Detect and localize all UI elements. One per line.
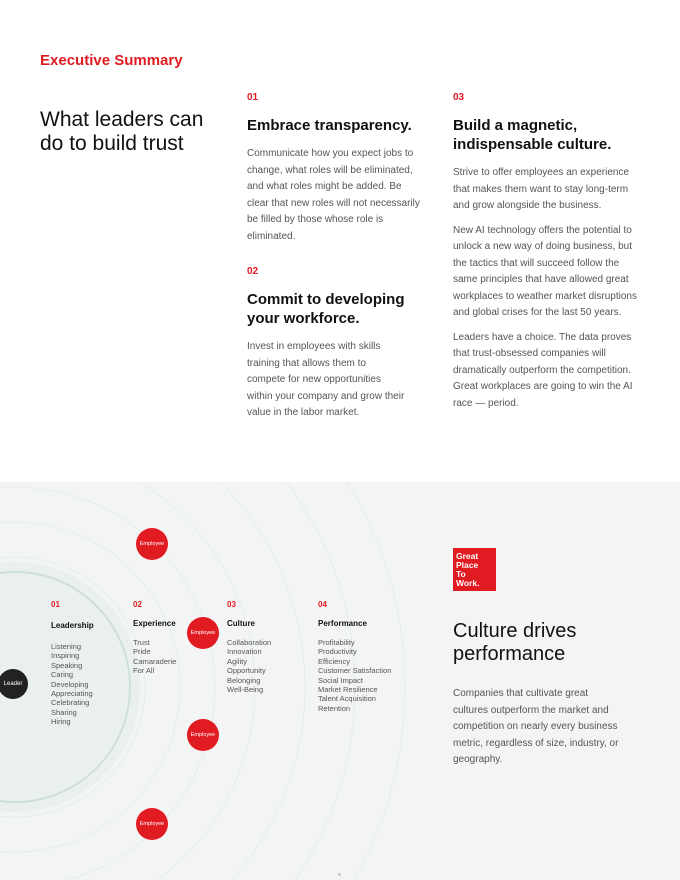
list-item: Caring: [51, 670, 74, 680]
logo-line: Great: [456, 551, 479, 561]
column-list: [318, 638, 428, 713]
list-item: Speaking: [51, 660, 83, 670]
employee-node: Employee: [187, 617, 219, 649]
item-number: 01: [247, 92, 259, 103]
item-paragraph: Strive to offer employees an experience that makes them want to stay long-term and grow alongside the business.: [453, 167, 630, 211]
item-body: [247, 146, 425, 245]
employee-node: Employee: [136, 808, 168, 840]
list-item: Innovation: [227, 647, 262, 657]
list-item: For All: [133, 666, 155, 676]
culture-body: Companies that cultivate great cultures outperform the market and competition on nearly every business metric, regardless of size, industry, or geography.: [453, 688, 619, 765]
page-indicator-dot: [338, 873, 341, 876]
item-01: [247, 92, 425, 253]
employee-node: Employee: [136, 528, 168, 560]
diagram-column-leadership: [51, 600, 121, 727]
list-item: Retention: [318, 703, 351, 713]
item-02: [247, 266, 425, 430]
diagram-column-culture: [227, 600, 307, 694]
item-body: [247, 339, 407, 422]
list-item: Camaraderie: [133, 656, 177, 666]
leader-node: Leader: [0, 669, 28, 699]
item-paragraph: Leaders have a choice. The data proves that trust-obsessed companies will dramatically outperform the competition. Great workplaces are going to win the AI race — period.: [453, 331, 633, 409]
column-number: 03: [227, 600, 236, 609]
column-number: 04: [318, 600, 327, 609]
list-item: Customer Satisfaction: [318, 666, 392, 676]
list-item: Agility: [227, 656, 248, 666]
column-list: [133, 638, 203, 676]
list-item: Collaboration: [227, 638, 272, 647]
logo-line: Place: [456, 560, 479, 570]
employee-node: Employee: [187, 719, 219, 751]
list-item: Productivity: [318, 647, 357, 657]
column-list: [227, 638, 307, 694]
list-item: Pride: [133, 647, 151, 657]
logo-line: Work.: [456, 578, 480, 588]
item-title: Commit to developing your workforce.: [247, 291, 405, 327]
list-item: Listening: [51, 642, 82, 651]
column-title: Performance: [318, 619, 367, 628]
list-item: Market Resilience: [318, 685, 378, 695]
item-paragraph: New AI technology offers the potential to unlock a new way of doing business, but the tactics that will succeed follow the same principles that have allowed great workplaces to weather market disruptions and global crises for the last 50 years.: [453, 224, 637, 318]
diagram-column-experience: [133, 600, 203, 676]
list-item: Inspiring: [51, 651, 80, 661]
item-paragraph: Communicate how you expect jobs to change, what roles will be eliminated, and what roles might be added. Be clear that new roles will not necessarily be filled by those whose role is eliminated.: [247, 148, 420, 242]
list-item: Opportunity: [227, 666, 266, 676]
list-item: Belonging: [227, 675, 261, 685]
list-item: Social Impact: [318, 675, 364, 685]
column-title: Leadership: [51, 621, 94, 630]
column-number: 01: [51, 600, 60, 609]
diagram-column-performance: [318, 600, 428, 713]
list-item: Celebrating: [51, 698, 90, 708]
item-title: Build a magnetic, indispensable culture.: [453, 117, 612, 153]
list-item: Trust: [133, 638, 150, 647]
page-headline: What leaders can do to build trust: [40, 108, 204, 155]
list-item: Hiring: [51, 717, 71, 727]
item-title: Embrace transparency.: [247, 117, 412, 134]
item-number: 02: [247, 266, 259, 277]
column-title: Experience: [133, 619, 176, 628]
item-body: [453, 165, 643, 412]
column-number: 02: [133, 600, 142, 609]
culture-title: Culture drives performance: [453, 620, 577, 665]
list-item: Talent Acquisition: [318, 694, 376, 704]
list-item: Developing: [51, 679, 89, 689]
section-label: Executive Summary: [40, 52, 183, 69]
item-paragraph: Invest in employees with skills training that allows them to compete for new opportunities within your company and grow their value in the labor market.: [247, 341, 405, 418]
list-item: Sharing: [51, 707, 77, 717]
item-number: 03: [453, 92, 465, 103]
logo-line: To: [456, 569, 466, 579]
great-place-to-work-logo: [453, 548, 496, 591]
item-03: [453, 92, 643, 420]
list-item: Well-Being: [227, 685, 264, 695]
list-item: Profitability: [318, 638, 355, 647]
column-title: Culture: [227, 619, 255, 628]
culture-panel: [0, 482, 680, 880]
list-item: Efficiency: [318, 656, 350, 666]
list-item: Appreciating: [51, 689, 93, 699]
column-list: [51, 642, 121, 727]
